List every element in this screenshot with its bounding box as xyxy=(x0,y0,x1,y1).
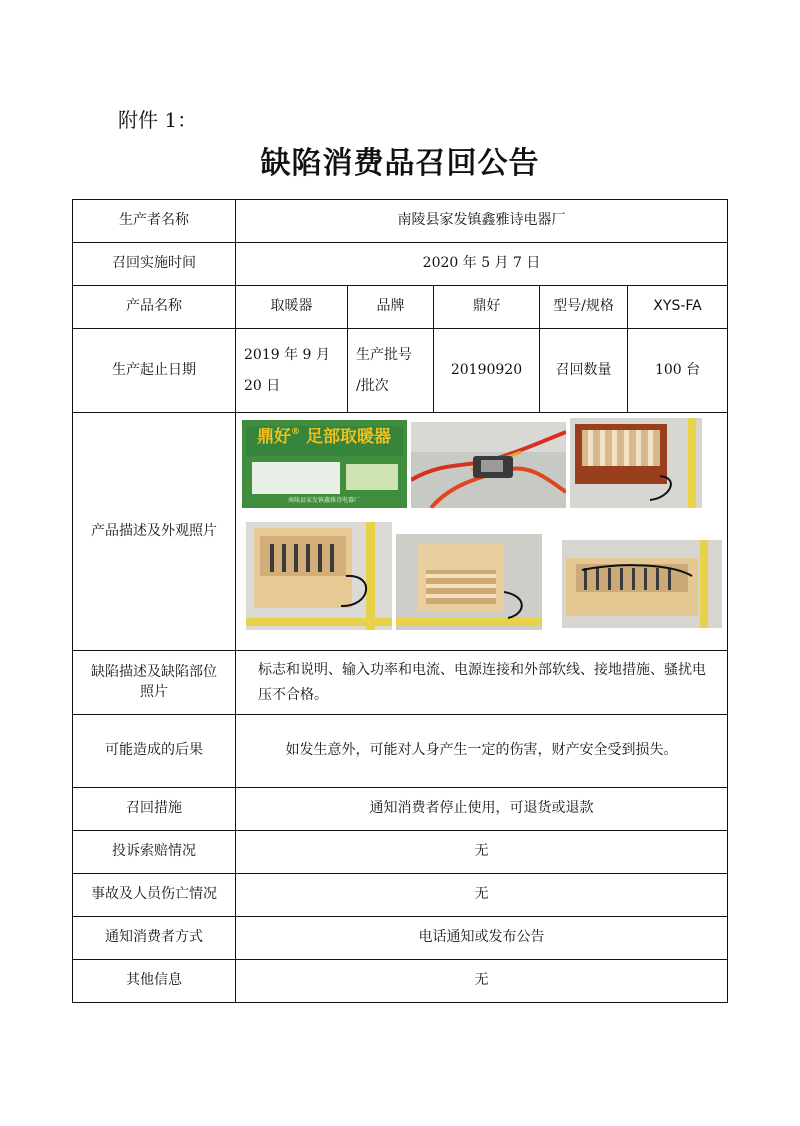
defect-label xyxy=(73,651,236,715)
row-recall-time xyxy=(73,243,728,286)
heater-photo-front xyxy=(246,522,392,630)
row-producer xyxy=(73,200,728,243)
package-title: 鼎好® 足部取暖器 xyxy=(246,426,403,456)
package-maker: 南陵县家发镇鑫雅诗电器厂 xyxy=(288,497,361,505)
production-period-label: 生产起止日期 xyxy=(73,329,236,413)
product-name-value: 取暖器 xyxy=(236,286,348,329)
recall-notice-table xyxy=(72,199,728,1003)
quantity-label: 召回数量 xyxy=(540,329,628,413)
row-consequence xyxy=(73,715,728,788)
other-value: 无 xyxy=(236,960,728,1003)
recall-time-value: 2020 年 5 月 7 日 xyxy=(236,243,728,286)
package-sticker xyxy=(346,464,398,490)
notify-value: 电话通知或发布公告 xyxy=(236,917,728,960)
measures-value: 通知消费者停止使用，可退货或退款 xyxy=(236,788,728,831)
notify-label: 通知消费者方式 xyxy=(73,917,236,960)
product-name-label: 产品名称 xyxy=(73,286,236,329)
accidents-label: 事故及人员伤亡情况 xyxy=(73,874,236,917)
attachment-label: 附件 1： xyxy=(118,108,198,132)
production-period-line1: 2019 年 9 月 xyxy=(244,346,330,363)
product-photos xyxy=(242,416,722,648)
quantity-value: 100 台 xyxy=(628,329,728,413)
row-photos xyxy=(73,413,728,651)
defect-label-line2: 照片 xyxy=(140,683,168,700)
package-photo xyxy=(242,420,407,508)
producer-label: 生产者名称 xyxy=(73,200,236,243)
defect-value: 标志和说明、输入功率和电流、电源连接和外部软线、接地措施、骚扰电压不合格。 xyxy=(236,651,728,715)
brand-value: 鼎好 xyxy=(434,286,540,329)
model-label: 型号/规格 xyxy=(540,286,628,329)
complaints-label: 投诉索赔情况 xyxy=(73,831,236,874)
package-label-area xyxy=(252,462,340,494)
complaints-value: 无 xyxy=(236,831,728,874)
heater-photo-wide xyxy=(562,540,722,628)
heater-photo-slats xyxy=(396,534,542,630)
photos-label: 产品描述及外观照片 xyxy=(73,413,236,651)
package-brand: 鼎好 xyxy=(257,426,292,447)
measures-label: 召回措施 xyxy=(73,788,236,831)
row-accidents xyxy=(73,874,728,917)
photos-cell xyxy=(236,413,728,651)
defect-label-line1: 缺陷描述及缺陷部位 xyxy=(91,663,217,680)
accidents-value: 无 xyxy=(236,874,728,917)
row-product xyxy=(73,286,728,329)
production-period-line2: 20 日 xyxy=(244,377,281,394)
consequence-value: 如发生意外，可能对人身产生一定的伤害，财产安全受到损失。 xyxy=(236,715,728,788)
package-text: 足部取暖器 xyxy=(305,426,391,447)
row-other xyxy=(73,960,728,1003)
production-period-value xyxy=(236,329,348,413)
brand-label: 品牌 xyxy=(348,286,434,329)
row-defect xyxy=(73,651,728,715)
row-notify xyxy=(73,917,728,960)
row-measures xyxy=(73,788,728,831)
batch-label-line1: 生产批号 xyxy=(356,346,412,363)
batch-label-line2: /批次 xyxy=(356,377,389,394)
consequence-label: 可能造成的后果 xyxy=(73,715,236,788)
wiring-photo xyxy=(411,422,566,508)
producer-value: 南陵县家发镇鑫雅诗电器厂 xyxy=(236,200,728,243)
heater-photo-top xyxy=(570,418,702,508)
recall-time-label: 召回实施时间 xyxy=(73,243,236,286)
model-value: XYS-FA xyxy=(628,286,728,329)
batch-label xyxy=(348,329,434,413)
other-label: 其他信息 xyxy=(73,960,236,1003)
row-complaints xyxy=(73,831,728,874)
row-production xyxy=(73,329,728,413)
page-title: 缺陷消费品召回公告 xyxy=(260,146,540,181)
batch-value: 20190920 xyxy=(434,329,540,413)
